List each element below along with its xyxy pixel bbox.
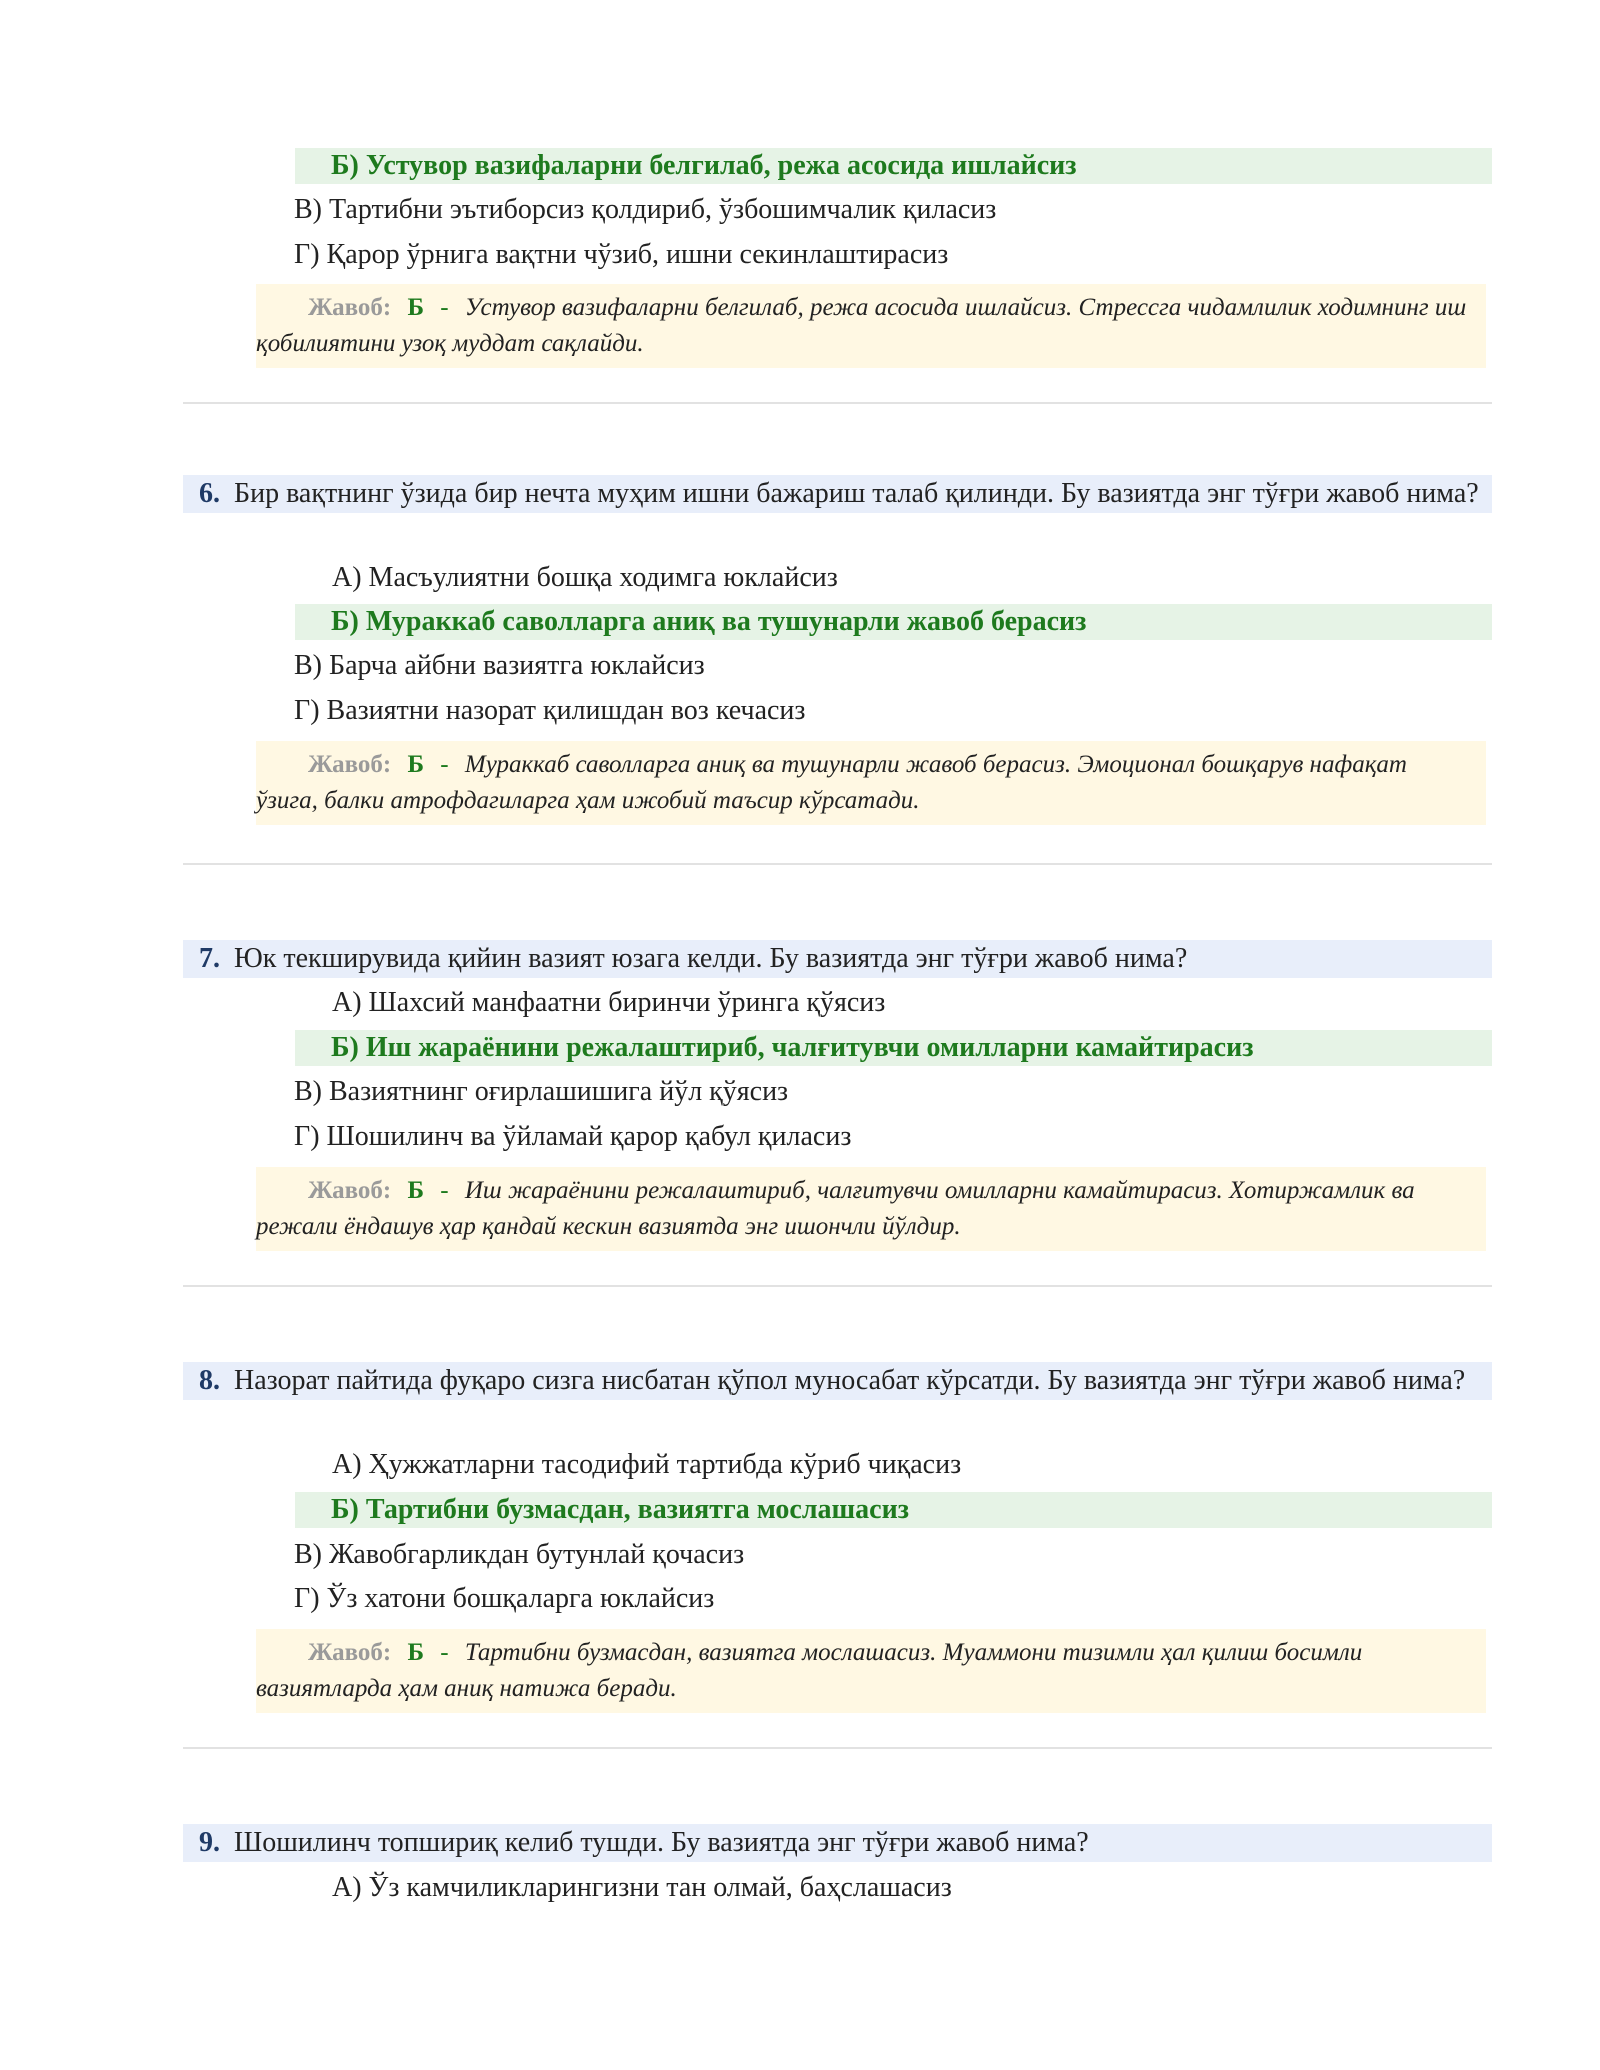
option-letter: Г) (294, 1121, 320, 1152)
answer-box (256, 1167, 1486, 1251)
option-item[interactable] (294, 1074, 788, 1110)
option-item[interactable] (294, 1119, 851, 1155)
option-letter: В) (294, 1076, 322, 1107)
option-text: Шахсий манфаатни биринчи ўринга қўясиз (368, 987, 886, 1018)
answer-letter: Б (407, 1177, 425, 1204)
option-letter: Г) (294, 239, 320, 270)
answer-box (256, 284, 1486, 368)
option-letter: Б) (331, 150, 359, 181)
answer-text: Тартибни бузмасдан, вазиятга мослашасиз. Муаммони тизимли ҳал қилиш босимли вазиятларда ҳам аниқ натижа беради. (256, 1639, 1363, 1702)
answer-dash: - (440, 1177, 449, 1204)
question (183, 940, 1492, 978)
option-correct[interactable] (295, 1492, 1492, 1528)
option-text: Жавобгарликдан бутунлай қочасиз (329, 1539, 745, 1570)
divider (183, 1747, 1492, 1749)
option-item[interactable] (294, 693, 805, 729)
option-text: Шошилинч ва ўйламай қарор қабул қиласиз (326, 1121, 852, 1152)
answer-box (256, 1629, 1486, 1713)
answer-label: Жавоб: (308, 1639, 392, 1666)
answer-dash: - (440, 294, 449, 321)
option-letter: А) (332, 1872, 362, 1903)
question (183, 1824, 1492, 1862)
option-text: Устувор вазифаларни белгилаб, режа асосида ишлайсиз (365, 150, 1077, 181)
option-text: Вазиятни назорат қилишдан воз кечасиз (326, 695, 806, 726)
option-letter: Б) (331, 606, 359, 637)
answer-letter: Б (407, 1639, 425, 1666)
option-letter: В) (294, 1539, 322, 1570)
option-item[interactable] (332, 985, 885, 1021)
option-text: Тартибни бузмасдан, вазиятга мослашасиз (365, 1494, 909, 1525)
option-correct[interactable] (295, 604, 1492, 640)
answer-box (256, 741, 1486, 825)
option-item[interactable] (294, 1537, 744, 1573)
option-item[interactable] (332, 560, 838, 596)
option-item[interactable] (294, 237, 948, 273)
question-number: 8. (199, 1365, 220, 1396)
question-text: Юк текширувида қийин вазият юзага келди. Бу вазиятда энг тўғри жавоб нима? (234, 943, 1188, 974)
option-correct[interactable] (295, 1030, 1492, 1066)
option-item[interactable] (294, 192, 996, 228)
option-text: Ўз хатони бошқаларга юклайсиз (326, 1583, 715, 1614)
divider (183, 1285, 1492, 1287)
question-text: Назорат пайтида фуқаро сизга нисбатан қўпол муносабат кўрсатди. Бу вазиятда энг тўғри жавоб нима? (234, 1365, 1466, 1396)
question (183, 475, 1492, 513)
option-letter: Г) (294, 695, 320, 726)
option-text: Масъулиятни бошқа ходимга юклайсиз (368, 562, 838, 593)
answer-letter: Б (407, 294, 425, 321)
option-text: Ўз камчиликларингизни тан олмай, баҳслашасиз (368, 1872, 952, 1903)
option-item[interactable] (294, 648, 705, 684)
option-item[interactable] (332, 1870, 952, 1906)
answer-dash: - (440, 1639, 449, 1666)
option-letter: А) (332, 1449, 362, 1480)
option-text: Мураккаб саволларга аниқ ва тушунарли жавоб берасиз (365, 606, 1087, 637)
question-number: 6. (199, 478, 220, 509)
option-text: Барча айбни вазиятга юклайсиз (329, 650, 705, 681)
option-text: Вазиятнинг оғирлашишига йўл қўясиз (329, 1076, 789, 1107)
answer-text: Мураккаб саволларга аниқ ва тушунарли жавоб берасиз. Эмоционал бошқарув нафақат ўзига, балки атрофдагиларга ҳам ижобий таъсир кўрсатади. (256, 751, 1407, 814)
question (183, 1362, 1492, 1400)
option-letter: Г) (294, 1583, 320, 1614)
answer-label: Жавоб: (308, 751, 392, 778)
option-text: Қарор ўрнига вақтни чўзиб, ишни секинлаштирасиз (326, 239, 949, 270)
question-number: 7. (199, 943, 220, 974)
option-text: Иш жараёнини режалаштириб, чалғитувчи омилларни камайтирасиз (365, 1032, 1254, 1063)
question-number: 9. (199, 1827, 220, 1858)
option-letter: Б) (331, 1494, 359, 1525)
answer-label: Жавоб: (308, 294, 392, 321)
answer-dash: - (440, 751, 449, 778)
option-letter: Б) (331, 1032, 359, 1063)
option-text: Тартибни эътиборсиз қолдириб, ўзбошимчалик қиласиз (329, 194, 997, 225)
question-text: Бир вақтнинг ўзида бир нечта муҳим ишни бажариш талаб қилинди. Бу вазиятда энг тўғри жавоб нима? (234, 478, 1479, 509)
answer-label: Жавоб: (308, 1177, 392, 1204)
answer-letter: Б (407, 751, 425, 778)
option-correct[interactable] (295, 148, 1492, 184)
answer-text: Устувор вазифаларни белгилаб, режа асосида ишлайсиз. Стрессга чидамлилик ходимнинг иш қобилиятини узоқ муддат сақлайди. (256, 294, 1467, 357)
option-letter: В) (294, 650, 322, 681)
answer-text: Иш жараёнини режалаштириб, чалғитувчи омилларни камайтирасиз. Хотиржамлик ва режали ёндашув ҳар қандай кескин вазиятда энг ишончли йўлдир. (256, 1177, 1415, 1240)
divider (183, 863, 1492, 865)
option-letter: А) (332, 987, 362, 1018)
option-letter: В) (294, 194, 322, 225)
option-letter: А) (332, 562, 362, 593)
option-item[interactable] (294, 1581, 714, 1617)
question-text: Шошилинч топшириқ келиб тушди. Бу вазиятда энг тўғри жавоб нима? (234, 1827, 1089, 1858)
option-text: Ҳужжатларни тасодифий тартибда кўриб чиқасиз (368, 1449, 962, 1480)
option-item[interactable] (332, 1447, 961, 1483)
divider (183, 402, 1492, 404)
